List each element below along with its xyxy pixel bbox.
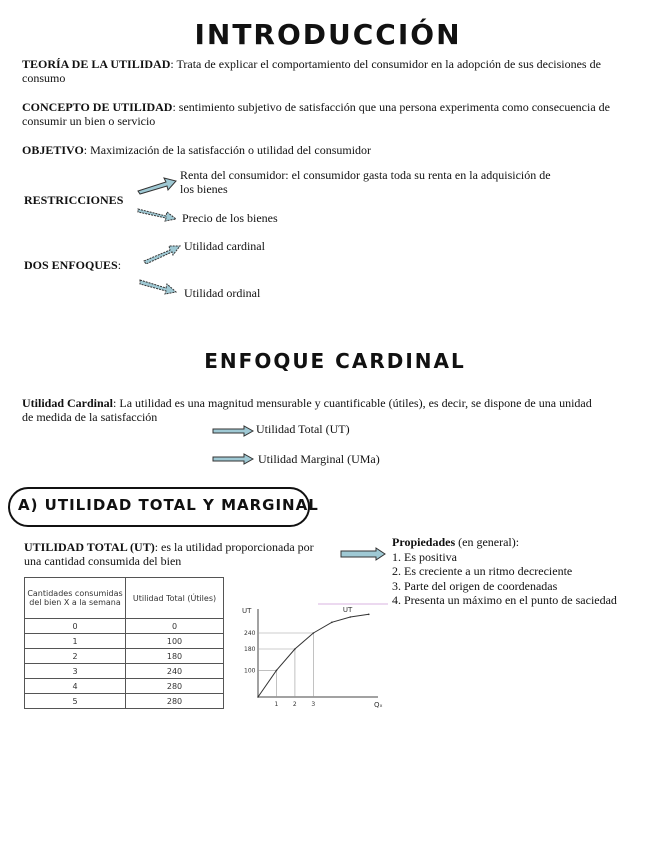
restricciones-label: RESTRICCIONES <box>24 193 124 207</box>
table-row <box>25 649 224 664</box>
arrow-icon <box>212 425 254 437</box>
table-row <box>25 619 224 634</box>
data-point <box>331 622 333 624</box>
ut-item: Utilidad Total (UT) <box>256 422 350 436</box>
concepto-paragraph <box>22 100 634 128</box>
data-point <box>257 696 259 698</box>
table-cell: 5 <box>25 694 126 709</box>
enfoque-item-ordinal: Utilidad ordinal <box>184 286 261 300</box>
propiedades-suffix: (en general): <box>455 535 520 549</box>
table-cell: 180 <box>126 649 224 664</box>
arrow-icon <box>340 547 386 561</box>
utilidad-total-label: UTILIDAD TOTAL (UT) <box>24 540 155 554</box>
enfoques-label: DOS ENFOQUES <box>24 258 118 272</box>
utilidad-total-paragraph <box>24 540 324 568</box>
table-cell: 0 <box>126 619 224 634</box>
propiedades-label: Propiedades <box>392 535 456 549</box>
utilidad-cardinal-text: : La utilidad es una magnitud mensurable y cuantificable (útiles), es decir, se dispone de una unidad de medida de la satisfacción <box>22 396 592 424</box>
arrow-icon <box>136 173 178 195</box>
table-cell: 2 <box>25 649 126 664</box>
objetivo-label: OBJETIVO <box>22 143 84 157</box>
propiedad-item: 2. Es creciente a un ritmo decreciente <box>392 564 573 578</box>
restriccion-item-renta: Renta del consumidor: el consumidor gasta toda su renta en la adquisición de los bienes <box>180 168 551 196</box>
teoria-text: : Trata de explicar el comportamiento del consumidor en la adopción de sus decisiones de consumo <box>22 57 601 85</box>
table-cell: 100 <box>126 634 224 649</box>
enfoques-colon: : <box>117 258 122 272</box>
section-title-a: A) UTILIDAD TOTAL Y MARGINAL <box>18 496 319 514</box>
teoria-label: TEORÍA DE LA UTILIDAD <box>22 57 171 71</box>
data-point <box>313 632 315 634</box>
table-header-quantity: Cantidades consumidas del bien X a la semana <box>25 578 126 619</box>
table-cell: 1 <box>25 634 126 649</box>
table-row <box>25 664 224 679</box>
series-label: UT <box>342 606 353 615</box>
page-title: INTRODUCCIÓN <box>194 18 462 51</box>
table-cell: 4 <box>25 679 126 694</box>
arrow-icon <box>212 453 254 465</box>
arrow-icon <box>138 277 178 297</box>
x-tick-label: 1 <box>274 701 279 708</box>
table-row <box>25 694 224 709</box>
propiedad-item: 3. Parte del origen de coordenadas <box>392 579 558 593</box>
data-point <box>294 648 296 650</box>
propiedad-item: 1. Es positiva <box>392 550 457 564</box>
uma-item: Utilidad Marginal (UMa) <box>258 452 380 466</box>
enfoques-row <box>24 258 121 272</box>
objetivo-paragraph <box>22 143 634 157</box>
connector-line <box>318 602 388 606</box>
y-tick-label: 100 <box>244 667 256 675</box>
concepto-label: CONCEPTO DE UTILIDAD <box>22 100 173 114</box>
data-point <box>350 616 352 618</box>
enfoque-item-cardinal: Utilidad cardinal <box>184 239 265 253</box>
table-cell: 240 <box>126 664 224 679</box>
table-header-utility: Utilidad Total (Útiles) <box>126 578 224 619</box>
table-cell: 0 <box>25 619 126 634</box>
x-tick-label: 3 <box>311 701 316 708</box>
y-tick-label: 240 <box>244 630 256 637</box>
x-axis-label: Qₓ <box>374 701 383 709</box>
arrow-icon <box>136 206 178 224</box>
ut-chart <box>236 602 386 712</box>
propiedad-item: 4. Presenta un máximo en el punto de saciedad <box>392 593 617 607</box>
table-row <box>25 634 224 649</box>
teoria-paragraph <box>22 57 634 85</box>
objetivo-text: : Maximización de la satisfacción o utilidad del consumidor <box>83 143 372 157</box>
utilidad-total-text: : es la utilidad proporcionada por una cantidad consumida del bien <box>24 540 314 568</box>
table-cell: 280 <box>126 694 224 709</box>
data-point <box>276 670 278 672</box>
concepto-text: : sentimiento subjetivo de satisfacción que una persona experimenta como consecuencia de consumir un bien o servicio <box>22 100 610 128</box>
table-row <box>25 679 224 694</box>
utilidad-cardinal-label: Utilidad Cardinal <box>22 396 114 410</box>
arrow-icon <box>142 242 182 264</box>
propiedades-heading <box>392 535 519 549</box>
utility-table <box>24 577 224 709</box>
table-header-row <box>25 578 224 619</box>
x-tick-label: 2 <box>292 701 297 708</box>
section-title-cardinal: ENFOQUE CARDINAL <box>204 349 466 373</box>
y-axis-label: UT <box>242 607 252 615</box>
table-cell: 3 <box>25 664 126 679</box>
restriccion-item-precio: Precio de los bienes <box>182 211 278 225</box>
data-point <box>368 614 370 616</box>
utilidad-cardinal-paragraph <box>22 396 592 424</box>
y-tick-label: 180 <box>244 646 256 653</box>
table-cell: 280 <box>126 679 224 694</box>
